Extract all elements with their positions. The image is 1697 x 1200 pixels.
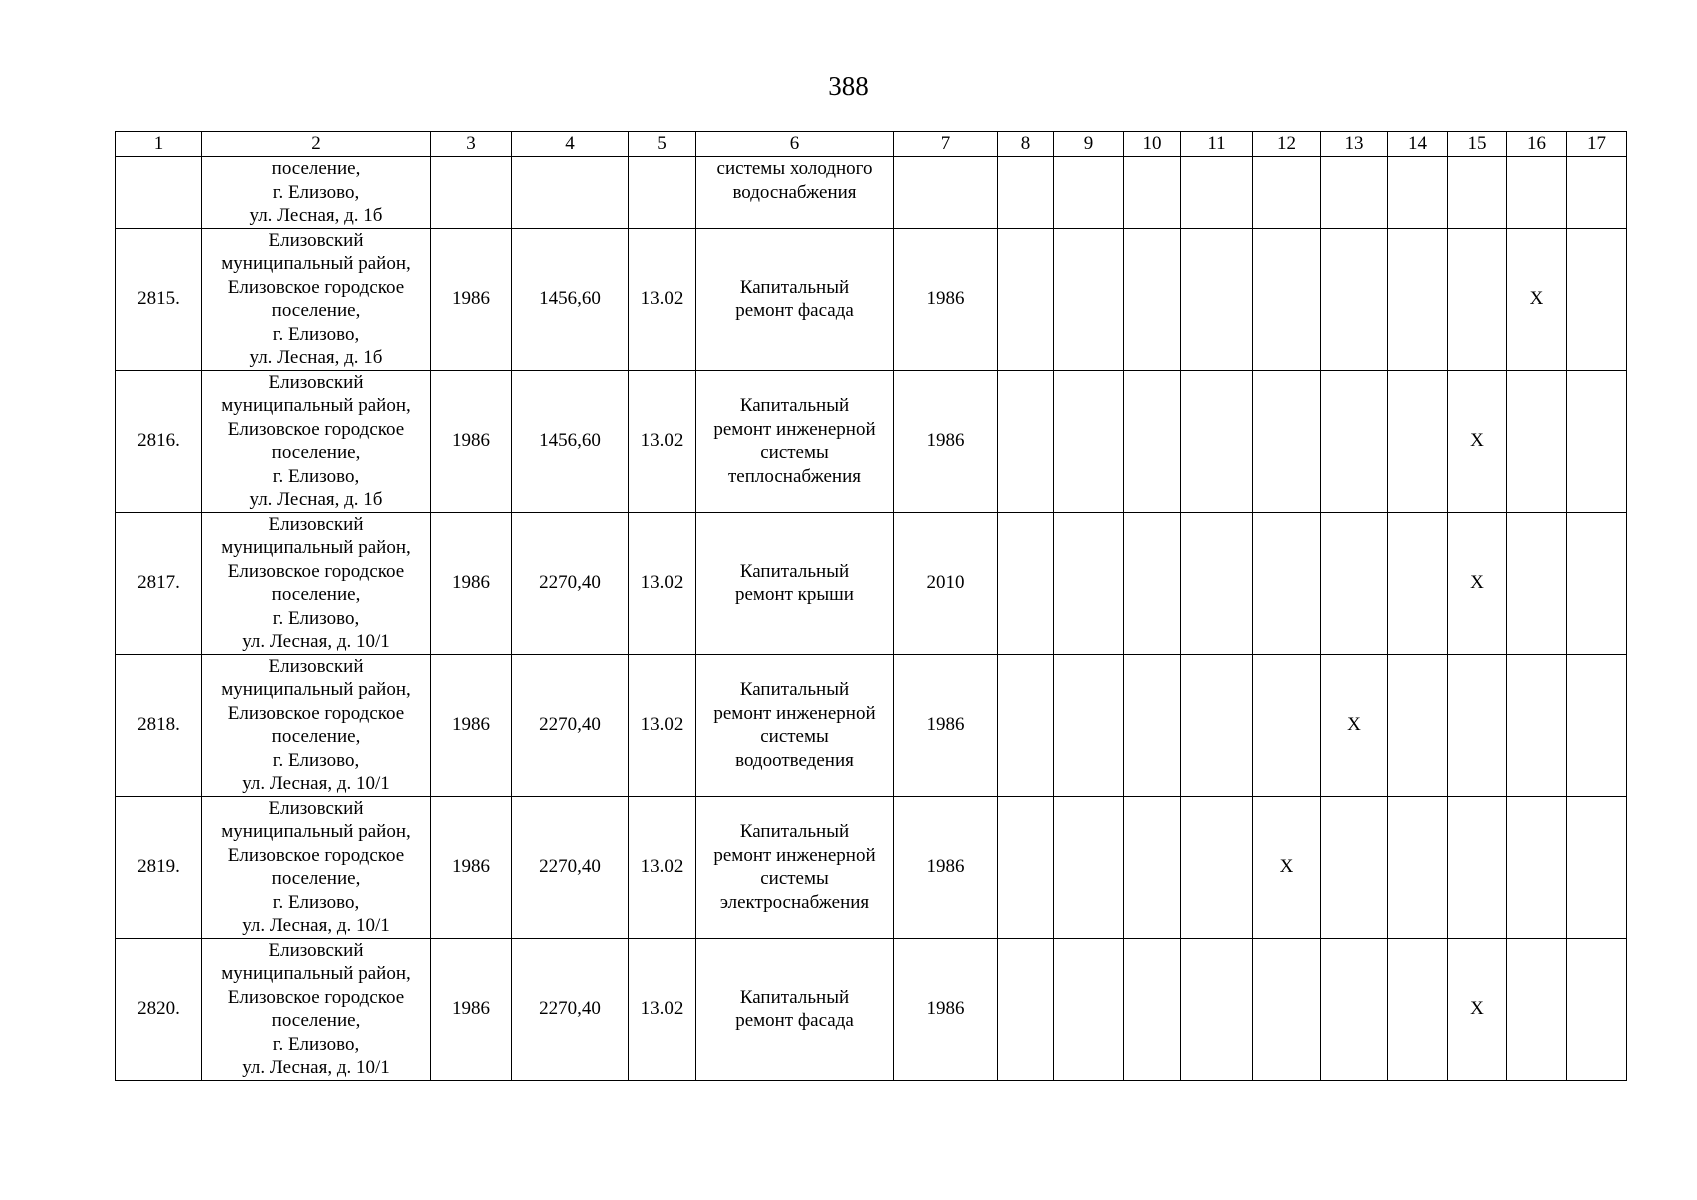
cell-area: 2270,40: [512, 938, 629, 1080]
cell-col-11: [1181, 512, 1253, 654]
table-row: [116, 796, 1627, 938]
column-header-10: 10: [1124, 132, 1181, 157]
page-number: 388: [828, 71, 869, 101]
cell-work-type: Капитальный ремонт инженерной системы теплоснабжения: [696, 370, 894, 512]
cell-col-16: [1507, 654, 1567, 796]
cell-col-9: [1054, 228, 1124, 370]
cell-col-9: [1054, 654, 1124, 796]
cell-col-11: [1181, 938, 1253, 1080]
cell-address: Елизовский муниципальный район, Елизовское городское поселение, г. Елизово, ул. Лесная, д. 10/1: [202, 796, 431, 938]
cell-col-14: [1388, 796, 1448, 938]
column-header-12: 12: [1253, 132, 1321, 157]
cell-col-14: [1388, 228, 1448, 370]
cell-col-15: X: [1448, 938, 1507, 1080]
cell-year: [431, 157, 512, 229]
cell-year-done: 1986: [894, 796, 998, 938]
cell-code: 13.02: [629, 796, 696, 938]
cell-code: [629, 157, 696, 229]
cell-col-14: [1388, 157, 1448, 229]
cell-area: 2270,40: [512, 512, 629, 654]
cell-col-9: [1054, 157, 1124, 229]
cell-col-14: [1388, 938, 1448, 1080]
register-table: [115, 131, 1627, 1081]
column-header-14: 14: [1388, 132, 1448, 157]
cell-year-done: 1986: [894, 938, 998, 1080]
cell-year: 1986: [431, 228, 512, 370]
cell-year: 1986: [431, 512, 512, 654]
cell-col-10: [1124, 157, 1181, 229]
cell-col-9: [1054, 370, 1124, 512]
cell-col-9: [1054, 512, 1124, 654]
cell-year-done: 1986: [894, 654, 998, 796]
cell-col-10: [1124, 370, 1181, 512]
cell-area: [512, 157, 629, 229]
cell-col-10: [1124, 228, 1181, 370]
column-header-9: 9: [1054, 132, 1124, 157]
cell-col-14: [1388, 654, 1448, 796]
column-header-15: 15: [1448, 132, 1507, 157]
cell-col-16: [1507, 157, 1567, 229]
cell-code: 13.02: [629, 370, 696, 512]
table-row: [116, 512, 1627, 654]
cell-col-15: [1448, 228, 1507, 370]
cell-col-17: [1567, 796, 1627, 938]
cell-col-15: X: [1448, 512, 1507, 654]
cell-number: 2819.: [116, 796, 202, 938]
cell-code: 13.02: [629, 938, 696, 1080]
cell-col-16: [1507, 938, 1567, 1080]
cell-year: 1986: [431, 370, 512, 512]
cell-work-type: системы холодного водоснабжения: [696, 157, 894, 229]
cell-col-9: [1054, 796, 1124, 938]
cell-col-16: [1507, 512, 1567, 654]
cell-year-done: 1986: [894, 228, 998, 370]
cell-work-type: Капитальный ремонт крыши: [696, 512, 894, 654]
cell-year: 1986: [431, 938, 512, 1080]
cell-code: 13.02: [629, 228, 696, 370]
column-header-4: 4: [512, 132, 629, 157]
cell-address: Елизовский муниципальный район, Елизовское городское поселение, г. Елизово, ул. Лесная, д. 10/1: [202, 938, 431, 1080]
table-row: [116, 228, 1627, 370]
cell-col-10: [1124, 938, 1181, 1080]
column-header-2: 2: [202, 132, 431, 157]
cell-year-done: 2010: [894, 512, 998, 654]
cell-col-13: [1321, 228, 1388, 370]
cell-code: 13.02: [629, 512, 696, 654]
table-row: [116, 654, 1627, 796]
cell-col-12: [1253, 938, 1321, 1080]
cell-col-12: [1253, 370, 1321, 512]
cell-col-10: [1124, 654, 1181, 796]
cell-col-10: [1124, 796, 1181, 938]
cell-address: Елизовский муниципальный район, Елизовское городское поселение, г. Елизово, ул. Лесная, д. 1б: [202, 228, 431, 370]
column-header-6: 6: [696, 132, 894, 157]
column-header-17: 17: [1567, 132, 1627, 157]
cell-year: 1986: [431, 654, 512, 796]
cell-work-type: Капитальный ремонт фасада: [696, 228, 894, 370]
cell-area: 2270,40: [512, 654, 629, 796]
cell-col-16: X: [1507, 228, 1567, 370]
cell-col-17: [1567, 512, 1627, 654]
cell-col-10: [1124, 512, 1181, 654]
cell-address: Елизовский муниципальный район, Елизовское городское поселение, г. Елизово, ул. Лесная, д. 1б: [202, 370, 431, 512]
cell-address: Елизовский муниципальный район, Елизовское городское поселение, г. Елизово, ул. Лесная, д. 10/1: [202, 512, 431, 654]
cell-col-11: [1181, 228, 1253, 370]
cell-col-11: [1181, 654, 1253, 796]
cell-col-11: [1181, 796, 1253, 938]
cell-col-11: [1181, 370, 1253, 512]
column-header-5: 5: [629, 132, 696, 157]
column-header-8: 8: [998, 132, 1054, 157]
cell-col-11: [1181, 157, 1253, 229]
header-row: [116, 132, 1627, 157]
cell-col-12: X: [1253, 796, 1321, 938]
column-header-7: 7: [894, 132, 998, 157]
cell-col-13: X: [1321, 654, 1388, 796]
cell-number: 2818.: [116, 654, 202, 796]
cell-work-type: Капитальный ремонт фасада: [696, 938, 894, 1080]
cell-col-9: [1054, 938, 1124, 1080]
cell-year: 1986: [431, 796, 512, 938]
cell-col-12: [1253, 512, 1321, 654]
cell-col-8: [998, 938, 1054, 1080]
cell-col-16: [1507, 796, 1567, 938]
cell-col-8: [998, 228, 1054, 370]
cell-year-done: [894, 157, 998, 229]
cell-col-15: [1448, 654, 1507, 796]
cell-col-12: [1253, 157, 1321, 229]
cell-col-15: [1448, 157, 1507, 229]
cell-col-14: [1388, 512, 1448, 654]
cell-year-done: 1986: [894, 370, 998, 512]
cell-col-12: [1253, 654, 1321, 796]
column-header-1: 1: [116, 132, 202, 157]
cell-col-13: [1321, 938, 1388, 1080]
cell-col-17: [1567, 938, 1627, 1080]
table-row: [116, 938, 1627, 1080]
cell-col-13: [1321, 157, 1388, 229]
cell-col-8: [998, 370, 1054, 512]
column-header-16: 16: [1507, 132, 1567, 157]
cell-col-16: [1507, 370, 1567, 512]
cell-col-17: [1567, 157, 1627, 229]
cell-col-13: [1321, 512, 1388, 654]
cell-number: 2815.: [116, 228, 202, 370]
cell-col-17: [1567, 228, 1627, 370]
cell-col-17: [1567, 654, 1627, 796]
cell-code: 13.02: [629, 654, 696, 796]
continuation-row: [116, 157, 1627, 229]
column-header-3: 3: [431, 132, 512, 157]
table-row: [116, 370, 1627, 512]
cell-col-15: X: [1448, 370, 1507, 512]
cell-col-13: [1321, 796, 1388, 938]
cell-col-17: [1567, 370, 1627, 512]
cell-number: 2816.: [116, 370, 202, 512]
cell-area: 1456,60: [512, 370, 629, 512]
cell-col-8: [998, 796, 1054, 938]
cell-col-15: [1448, 796, 1507, 938]
cell-area: 2270,40: [512, 796, 629, 938]
column-header-13: 13: [1321, 132, 1388, 157]
cell-col-8: [998, 654, 1054, 796]
cell-address: поселение, г. Елизово, ул. Лесная, д. 1б: [202, 157, 431, 229]
column-header-11: 11: [1181, 132, 1253, 157]
cell-col-8: [998, 512, 1054, 654]
cell-address: Елизовский муниципальный район, Елизовское городское поселение, г. Елизово, ул. Лесная, д. 10/1: [202, 654, 431, 796]
cell-col-14: [1388, 370, 1448, 512]
cell-col-13: [1321, 370, 1388, 512]
cell-col-12: [1253, 228, 1321, 370]
cell-work-type: Капитальный ремонт инженерной системы водоотведения: [696, 654, 894, 796]
cell-number: 2820.: [116, 938, 202, 1080]
cell-work-type: Капитальный ремонт инженерной системы электроснабжения: [696, 796, 894, 938]
cell-col-8: [998, 157, 1054, 229]
cell-number: 2817.: [116, 512, 202, 654]
cell-area: 1456,60: [512, 228, 629, 370]
cell-number: [116, 157, 202, 229]
